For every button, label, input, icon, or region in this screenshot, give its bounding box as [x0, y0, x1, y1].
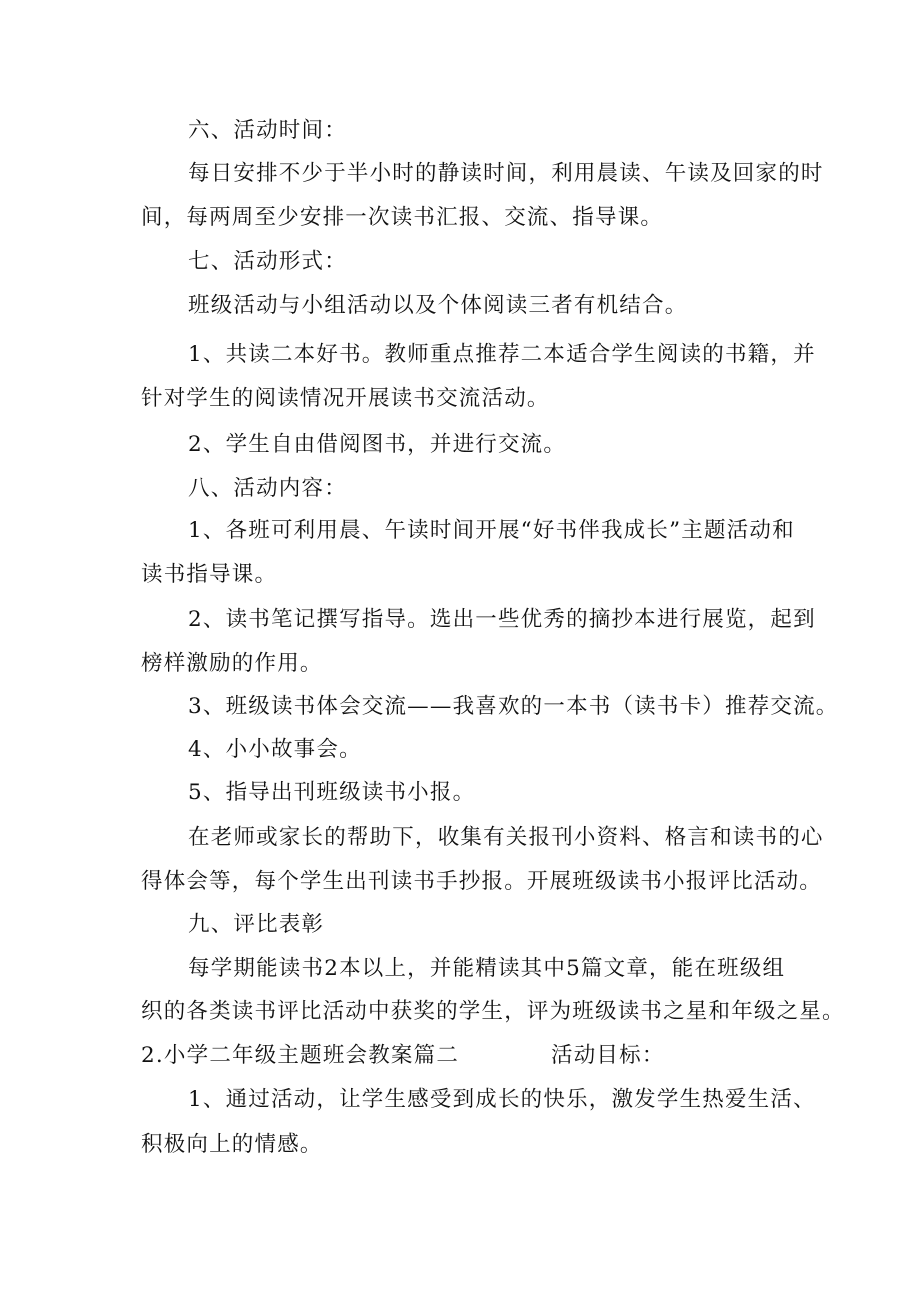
paragraph-line: 4、小小故事会。: [188, 737, 362, 762]
section-heading-activity-time: 六、活动时间：: [188, 118, 347, 143]
paragraph-line: 2、学生自由借阅图书，并进行交流。: [188, 432, 567, 457]
paragraph-line: 班级活动与小组活动以及个体阅读三者有机结合。: [188, 293, 688, 318]
paragraph-line: 间，每两周至少安排一次读书汇报、交流、指导课。: [141, 205, 664, 230]
section-heading-evaluation: 九、评比表彰: [188, 912, 325, 937]
paragraph-line: 1、共读二本好书。教师重点推荐二本适合学生阅读的书籍，并: [188, 342, 816, 367]
paragraph-line: 5、指导出刊班级读书小报。: [188, 780, 476, 805]
document-section-title: 2.小学二年级主题班会教案篇二: [141, 1043, 460, 1068]
paragraph-line: 得体会等，每个学生出刊读书手抄报。开展班级读书小报评比活动。: [141, 869, 823, 894]
paragraph-line: 榜样激励的作用。: [141, 651, 323, 676]
paragraph-line: 2、读书笔记撰写指导。选出一些优秀的摘抄本进行展览，起到: [188, 607, 816, 632]
paragraph-line: 3、班级读书体会交流——我喜欢的一本书（读书卡）推荐交流。: [188, 694, 839, 719]
paragraph-line: 每学期能读书2本以上，并能精读其中5篇文章，能在班级组: [188, 956, 786, 981]
section-heading-activity-content: 八、活动内容：: [188, 476, 347, 501]
paragraph-line: 1、各班可利用晨、午读时间开展“好书伴我成长”主题活动和: [188, 518, 795, 543]
paragraph-line: 积极向上的情感。: [141, 1132, 323, 1157]
section-title-line: [141, 1041, 665, 1071]
paragraph-line: 1、通过活动，让学生感受到成长的快乐，激发学生热爱生活、: [188, 1087, 816, 1112]
paragraph-line: 在老师或家长的帮助下，收集有关报刊小资料、格言和读书的心: [188, 825, 824, 850]
paragraph-line: 针对学生的阅读情况开展读书交流活动。: [141, 386, 550, 411]
activity-goals-heading: 活动目标：: [551, 1043, 665, 1068]
paragraph-line: 织的各类读书评比活动中获奖的学生，评为班级读书之星和年级之星。: [141, 999, 845, 1024]
paragraph-line: 每日安排不少于半小时的静读时间，利用晨读、午读及回家的时: [188, 161, 824, 186]
paragraph-line: 读书指导课。: [141, 562, 278, 587]
section-heading-activity-form: 七、活动形式：: [188, 249, 347, 274]
